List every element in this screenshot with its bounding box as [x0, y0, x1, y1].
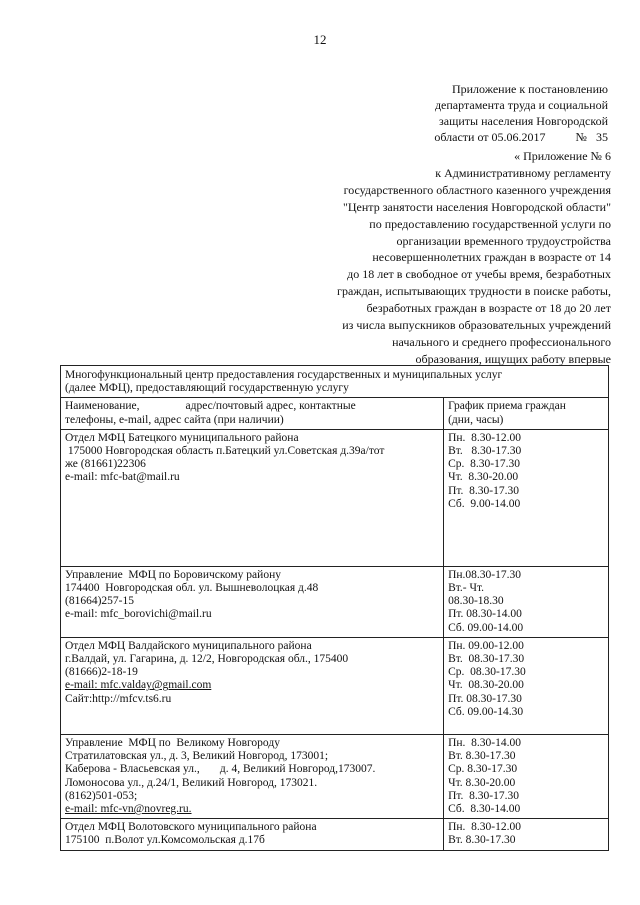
- office-address: Ломоносова ул., д.24/1, Великий Новгород, 173021.: [65, 776, 318, 789]
- schedule-cell: [444, 819, 609, 850]
- appendix-line: несовершеннолетних граждан в возрасте от 14: [372, 250, 611, 265]
- appendix-line: безработных граждан в возрасте от 18 до 20 лет: [366, 301, 611, 316]
- appendix-line: государственного областного казенного учреждения: [343, 182, 611, 197]
- header-line: График приема граждан: [448, 400, 566, 413]
- schedule-line: Сб. 09.00-14.00: [448, 621, 524, 634]
- schedule-line: Сб. 8.30-14.00: [448, 803, 521, 816]
- table-row: [61, 429, 609, 566]
- schedule-line: Вт. 8.30-17.30: [448, 750, 516, 763]
- schedule-line: Вт. 08.30-17.30: [448, 653, 525, 666]
- header-line: Наименование, адрес/почтовый адрес, контактные: [65, 400, 356, 413]
- appendix-line: организации временного трудоустройства: [396, 233, 611, 248]
- office-name: Отдел МФЦ Валдайского муниципального района: [65, 639, 312, 652]
- schedule-line: Пт. 08.30-17.30: [448, 692, 522, 705]
- office-name: Управление МФЦ по Боровичскому району: [65, 568, 281, 581]
- appendix-line: из числа выпускников образовательных учреждений: [342, 318, 611, 333]
- page-number: 12: [313, 32, 327, 47]
- table-caption-row: [61, 366, 609, 398]
- schedule-line: Пт. 08.30-14.00: [448, 608, 522, 621]
- header-line: (дни, часы): [448, 413, 504, 426]
- office-phone: же (81661)22306: [65, 458, 146, 471]
- office-phone: (8162)501-053;: [65, 789, 138, 802]
- schedule-line: Пт. 8.30-17.30: [448, 484, 520, 497]
- resolution-line: защиты населения Новгородской: [439, 114, 608, 128]
- schedule-line: Вт.- Чт.: [448, 582, 485, 595]
- office-email: e-mail: mfc-bat@mail.ru: [65, 471, 180, 484]
- resolution-line: области от 05.06.2017 № 35: [434, 130, 608, 144]
- office-address: г.Валдай, ул. Гагарина, д. 12/2, Новгородская обл., 175400: [65, 653, 349, 666]
- office-cell: [61, 819, 444, 850]
- schedule-line: Ср. 08.30-17.30: [448, 666, 526, 679]
- mfc-offices-table: [60, 365, 609, 851]
- appendix-line: начального и среднего профессионального: [392, 334, 611, 349]
- schedule-spacer: [448, 719, 604, 732]
- office-email: e-mail: mfc.valday@gmail.com: [65, 679, 212, 692]
- schedule-line: Ср. 8.30-17.30: [448, 763, 518, 776]
- appendix-line: образования, ищущих работу впервые: [415, 351, 611, 366]
- office-phone: (81664)257-15: [65, 595, 134, 608]
- table-caption: [61, 366, 609, 398]
- schedule-line: Пн. 09.00-12.00: [448, 639, 524, 652]
- table-row: [61, 637, 609, 734]
- caption-line: Многофункциональный центр предоставления государственных и муниципальных услуг: [65, 369, 503, 381]
- table-row: [61, 566, 609, 637]
- office-address: Стратилатовская ул., д. 3, Великий Новгород, 173001;: [65, 750, 329, 763]
- office-cell: [61, 429, 444, 566]
- table-header-row: [61, 398, 609, 429]
- schedule-line: Вт. 8.30-17.30: [448, 445, 522, 458]
- office-name: Отдел МФЦ Волотовского муниципального района: [65, 821, 317, 834]
- schedule-line: Чт. 8.30-20.00: [448, 471, 519, 484]
- office-email-text: e-mail: mfc-vn@novreg.ru.: [65, 803, 192, 816]
- appendix-line: "Центр занятости населения Новгородской области": [342, 199, 611, 214]
- schedule-line: Ср. 8.30-17.30: [448, 458, 520, 471]
- schedule-line: Пн. 8.30-12.00: [448, 821, 522, 834]
- schedule-line: Пн.08.30-17.30: [448, 568, 522, 581]
- office-name: Управление МФЦ по Великому Новгороду: [65, 737, 280, 750]
- appendix-line: до 18 лет в свободное от учебы время, безработных: [347, 267, 611, 282]
- schedule-line: Пт. 8.30-17.30: [448, 789, 520, 802]
- header-office-column: [61, 398, 444, 429]
- schedule-line: Пн. 8.30-12.00: [448, 431, 522, 444]
- schedule-line: Пн. 8.30-14.00: [448, 737, 522, 750]
- office-website: Сайт:http://mfcv.ts6.ru: [65, 692, 172, 705]
- office-address: 175100 п.Волот ул.Комсомольская д.17б: [65, 834, 265, 847]
- office-address: 175000 Новгородская область п.Батецкий ул.Советская д.39а/тот: [65, 445, 385, 458]
- resolution-line: Приложение к постановлению: [451, 82, 608, 96]
- appendix-line: « Приложение № 6: [514, 149, 611, 163]
- office-cell: [61, 735, 444, 819]
- table-row: [61, 735, 609, 819]
- appendix-line: к Административному регламенту: [435, 165, 611, 180]
- schedule-cell: [444, 429, 609, 566]
- resolution-reference: [338, 81, 608, 145]
- office-email: e-mail: mfc_borovichi@mail.ru: [65, 608, 212, 621]
- schedule-cell: [444, 566, 609, 637]
- office-phone: (81666)2-18-19: [65, 666, 138, 679]
- caption-line: (далее МФЦ), предоставляющий государственную услугу: [65, 382, 349, 395]
- office-email: [65, 803, 439, 816]
- appendix-heading: [271, 148, 611, 368]
- schedule-line: 08.30-18.30: [448, 595, 504, 608]
- schedule-line: Чт. 8.30-20.00: [448, 776, 516, 789]
- office-cell: [61, 637, 444, 734]
- schedule-cell: [444, 735, 609, 819]
- schedule-cell: [444, 637, 609, 734]
- header-line: телефоны, e-mail, адрес сайта (при наличии): [65, 413, 284, 426]
- office-address: 174400 Новгородская обл. ул. Вышневолоцкая д.48: [65, 582, 319, 595]
- office-cell: [61, 566, 444, 637]
- schedule-line: Сб. 9.00-14.00: [448, 497, 521, 510]
- schedule-line: Сб. 09.00-14.30: [448, 705, 524, 718]
- table-row: [61, 819, 609, 850]
- resolution-line: департамента труда и социальной: [434, 98, 608, 112]
- office-address: Каберова - Власьевская ул., д. 4, Великий Новгород,173007.: [65, 763, 376, 776]
- schedule-line: Вт. 8.30-17.30: [448, 834, 516, 847]
- appendix-line: граждан, испытывающих трудности в поиске работы,: [337, 284, 611, 299]
- schedule-line: Чт. 08.30-20.00: [448, 679, 524, 692]
- appendix-line: по предоставлению государственной услуги по: [369, 216, 611, 231]
- office-name: Отдел МФЦ Батецкого муниципального района: [65, 431, 299, 444]
- header-schedule-column: [444, 398, 609, 429]
